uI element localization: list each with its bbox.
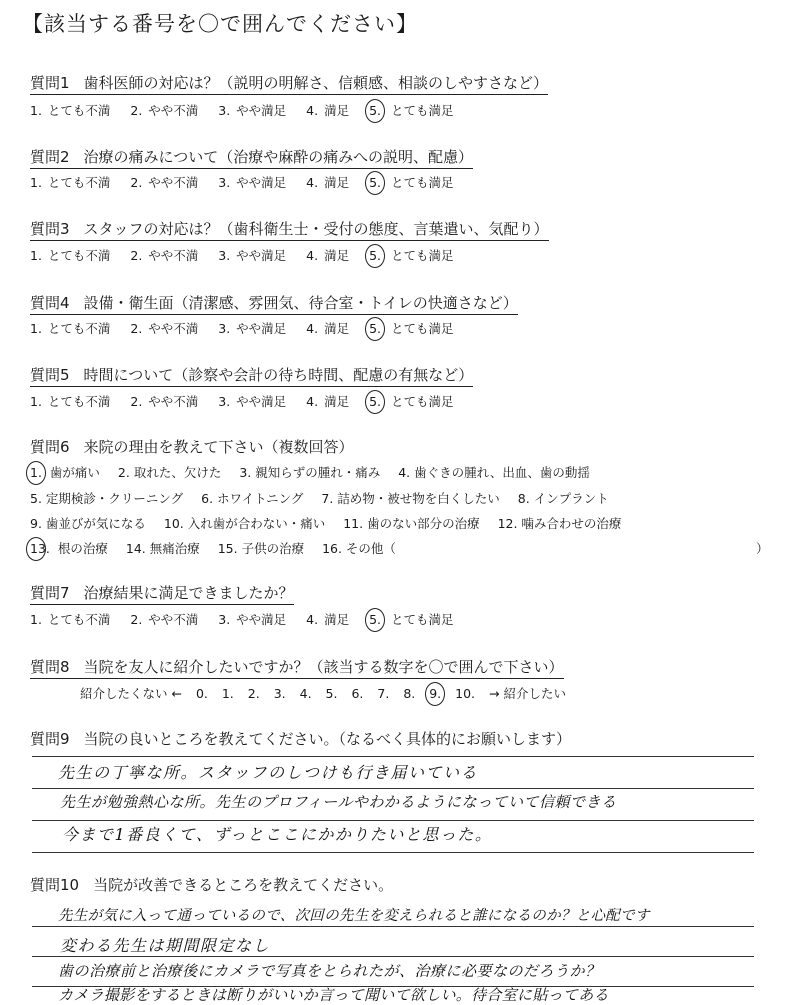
q6-options-line-1 (30, 463, 604, 481)
scale-0[interactable]: 0. (195, 686, 208, 701)
scale-right-label: → 紹介したい (489, 686, 566, 701)
q4-options (30, 319, 468, 337)
option-1[interactable]: 1. とても不満 (30, 612, 111, 627)
question-number: 質問10 (30, 876, 80, 894)
option-1[interactable]: 1. とても不満 (30, 248, 111, 263)
question-number: 質問4 (30, 294, 70, 312)
question-text: 設備・衛生面（清潔感、雰囲気、待合室・トイレの快適さなど） (83, 294, 518, 312)
scale-4[interactable]: 4. (299, 686, 312, 701)
q10-answer-line-1: 先生が気に入って通っているので、次回の先生を変えられると誰になるのか？と心配です (58, 908, 650, 924)
option-4[interactable]: 4. 満足 (306, 103, 350, 118)
q6-option-1-label: 歯が痛い (49, 465, 100, 480)
question-text: 当院が改善できるところを教えてください。 (93, 876, 394, 894)
q3-options (30, 246, 468, 264)
q6-options-line-2 (30, 489, 623, 507)
question-text: 時間について（診察や会計の待ち時間、配慮の有無など） (83, 366, 474, 384)
option-3[interactable]: 3. やや満足 (218, 612, 287, 627)
question-text: 来院の理由を教えて下さい（複数回答） (83, 438, 354, 456)
q6-option-2[interactable]: 2. 取れた、欠けた (117, 465, 222, 480)
q6-options-line-3 (30, 514, 635, 532)
question-1 (30, 72, 548, 93)
option-5-circled[interactable]: 5. (369, 321, 381, 336)
question-6 (30, 436, 354, 457)
q6-option-8[interactable]: 8. インプラント (517, 491, 609, 506)
q6-option-10[interactable]: 10. 入れ歯が合わない・痛い (163, 516, 326, 531)
q1-options (30, 101, 468, 119)
question-number: 質問8 (30, 658, 70, 676)
option-5-label: とても満足 (390, 321, 454, 336)
q10-answer-line-4: カメラ撮影をするときは断りがいいか言って聞いて欲しい。待合室に貼ってある (58, 986, 609, 1004)
option-3[interactable]: 3. やや満足 (218, 103, 287, 118)
q6-options-line-4 (30, 539, 770, 557)
q6-option-7[interactable]: 7. 詰め物・被せ物を白くしたい (321, 491, 500, 506)
question-text: 歯科医師の対応は？（説明の明解さ、信頼感、相談のしやすさなど） (83, 74, 548, 92)
scale-5[interactable]: 5. (325, 686, 338, 701)
question-text: 治療の痛みについて（治療や麻酔の痛みへの説明、配慮） (83, 148, 473, 166)
q7-options (30, 610, 468, 628)
question-10 (30, 874, 393, 895)
option-5-circled[interactable]: 5. (369, 612, 381, 627)
question-2 (30, 146, 473, 167)
answer-line (32, 820, 754, 821)
q6-option-3[interactable]: 3. 親知らずの腫れ・痛み (239, 465, 381, 480)
answer-line (32, 788, 754, 789)
q2-options (30, 173, 468, 191)
option-5-label: とても満足 (390, 612, 454, 627)
option-5-label: とても満足 (390, 248, 454, 263)
scale-6[interactable]: 6. (351, 686, 364, 701)
q6-option-1-circled[interactable]: 1. (30, 465, 42, 480)
option-5-circled[interactable]: 5. (369, 175, 381, 190)
scale-10[interactable]: 10. (455, 686, 476, 701)
question-number: 質問7 (30, 584, 70, 602)
question-3 (30, 218, 549, 239)
question-4 (30, 292, 518, 313)
q6-option-15[interactable]: 15. 子供の治療 (217, 541, 305, 556)
question-number: 質問6 (30, 438, 70, 456)
option-4[interactable]: 4. 満足 (306, 321, 350, 336)
scale-7[interactable]: 7. (377, 686, 390, 701)
option-4[interactable]: 4. 満足 (306, 248, 350, 263)
answer-line (32, 756, 754, 757)
option-3[interactable]: 3. やや満足 (218, 321, 287, 336)
q9-answer-line-1: 先生の丁寧な所。スタッフのしつけも行き届いている (58, 763, 479, 782)
q6-option-9[interactable]: 9. 歯並びが気になる (30, 516, 146, 531)
scale-2[interactable]: 2. (247, 686, 260, 701)
option-3[interactable]: 3. やや満足 (218, 248, 287, 263)
question-number: 質問1 (30, 74, 70, 92)
option-1[interactable]: 1. とても不満 (30, 321, 111, 336)
answer-line (32, 956, 754, 957)
option-5-label: とても満足 (390, 175, 454, 190)
q6-option-11[interactable]: 11. 歯のない部分の治療 (343, 516, 480, 531)
q6-option-4[interactable]: 4. 歯ぐきの腫れ、出血、歯の動揺 (398, 465, 590, 480)
option-1[interactable]: 1. とても不満 (30, 103, 111, 118)
option-5-circled[interactable]: 5. (369, 248, 381, 263)
q5-options (30, 392, 468, 410)
q10-answer-line-2: 変わる先生は期間限定なし (60, 936, 271, 955)
option-2[interactable]: 2. やや不満 (130, 394, 199, 409)
q10-answer-line-3: 歯の治療前と治療後にカメラで写真をとられたが、治療に必要なのだろうか？ (58, 962, 601, 980)
scale-8[interactable]: 8. (403, 686, 416, 701)
question-text: スタッフの対応は？（歯科衛生士・受付の態度、言葉遣い、気配り） (83, 220, 549, 238)
option-2[interactable]: 2. やや不満 (130, 175, 199, 190)
question-8 (30, 656, 564, 677)
option-2[interactable]: 2. やや不満 (130, 612, 199, 627)
option-5-circled[interactable]: 5. (369, 103, 381, 118)
q6-option-12[interactable]: 12. 噛み合わせの治療 (497, 516, 622, 531)
option-3[interactable]: 3. やや満足 (218, 394, 287, 409)
q6-option-13-circled[interactable]: 13. (30, 541, 50, 556)
option-1[interactable]: 1. とても不満 (30, 394, 111, 409)
q6-option-14[interactable]: 14. 無痛治療 (125, 541, 200, 556)
option-3[interactable]: 3. やや満足 (218, 175, 287, 190)
question-text: 治療結果に満足できましたか？ (83, 584, 294, 602)
question-number: 質問3 (30, 220, 70, 238)
question-7 (30, 582, 294, 603)
question-text: 当院を友人に紹介したいですか？（該当する数字を〇で囲んで下さい） (83, 658, 564, 676)
option-2[interactable]: 2. やや不満 (130, 248, 199, 263)
q6-option-16[interactable]: 16. その他（ (322, 541, 396, 556)
q8-scale (80, 684, 576, 702)
option-4[interactable]: 4. 満足 (306, 175, 350, 190)
answer-line (32, 852, 754, 853)
option-4[interactable]: 4. 満足 (306, 394, 350, 409)
scale-1[interactable]: 1. (221, 686, 234, 701)
option-2[interactable]: 2. やや不満 (130, 321, 199, 336)
q9-answer-line-2: 先生が勉強熱心な所。先生のプロフィールやわかるようになっていて信頼できる (60, 793, 617, 811)
option-5-label: とても満足 (390, 103, 454, 118)
scale-left-label: 紹介したくない ← (80, 686, 182, 701)
q6-option-13-label: 根の治療 (57, 541, 108, 556)
scale-3[interactable]: 3. (273, 686, 286, 701)
option-1[interactable]: 1. とても不満 (30, 175, 111, 190)
question-5 (30, 364, 473, 385)
q6-option-5[interactable]: 5. 定期検診・クリーニング (30, 491, 184, 506)
question-9 (30, 728, 571, 749)
q6-option-6[interactable]: 6. ホワイトニング (201, 491, 304, 506)
q9-answer-line-3: 今まで1番良くて、ずっとここにかかりたいと思った。 (62, 825, 493, 844)
question-number: 質問2 (30, 148, 70, 166)
question-number: 質問5 (30, 366, 70, 384)
page-title: 【該当する番号を〇で囲んでください】 (22, 12, 418, 36)
option-2[interactable]: 2. やや不満 (130, 103, 199, 118)
q6-option-16-close: ） (756, 541, 769, 556)
question-number: 質問9 (30, 730, 70, 748)
option-5-label: とても満足 (390, 394, 454, 409)
answer-line (32, 926, 754, 927)
option-4[interactable]: 4. 満足 (306, 612, 350, 627)
question-text: 当院の良いところを教えてください。（なるべく具体的にお願いします） (83, 730, 572, 748)
scale-9-circled[interactable]: 9. (429, 686, 442, 701)
option-5-circled[interactable]: 5. (369, 394, 381, 409)
